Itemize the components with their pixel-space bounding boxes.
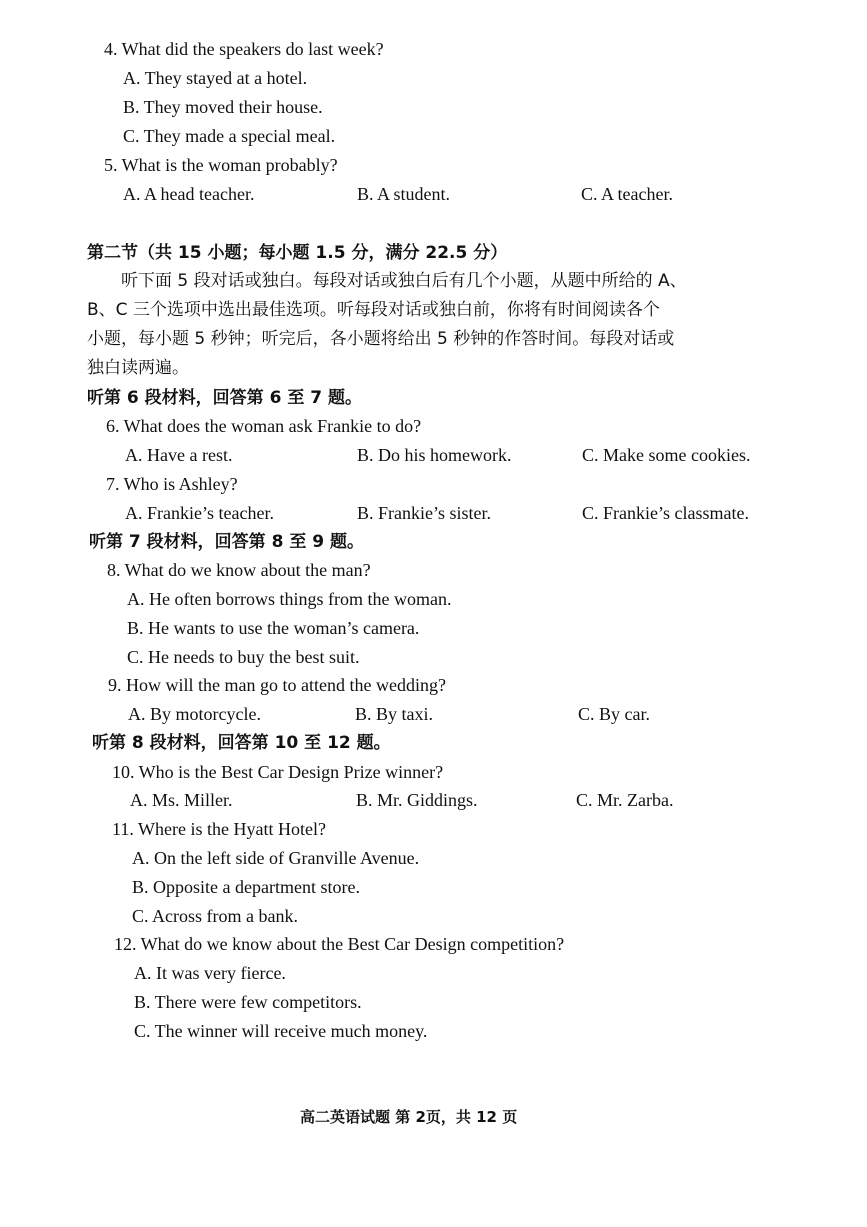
question-8-stem: 8. What do we know about the man? [107, 560, 371, 580]
question-6-option-c: C. Make some cookies. [582, 445, 751, 465]
question-7-option-c: C. Frankie’s classmate. [582, 503, 749, 523]
question-9-stem: 9. How will the man go to attend the wedding? [108, 675, 446, 695]
question-12-option-b: B. There were few competitors. [134, 992, 362, 1012]
section-2-instructions-line-2: B、C 三个选项中选出最佳选项。听每段对话或独白前，你将有时间阅读各个 [87, 300, 660, 320]
material-6-heading: 听第 6 段材料，回答第 6 至 7 题。 [87, 388, 362, 408]
question-5-option-b: B. A student. [357, 184, 451, 204]
question-10-option-a: A. Ms. Miller. [130, 790, 233, 810]
question-11-option-b: B. Opposite a department store. [132, 877, 360, 897]
question-4-stem: 4. What did the speakers do last week? [104, 39, 384, 59]
section-2-instructions-line-4: 独白读两遍。 [87, 358, 189, 378]
question-8-option-b: B. He wants to use the woman’s camera. [127, 618, 420, 638]
question-8-option-c: C. He needs to buy the best suit. [127, 647, 360, 667]
question-9-option-c: C. By car. [578, 704, 650, 724]
question-6-option-a: A. Have a rest. [125, 445, 233, 465]
question-5-option-a: A. A head teacher. [123, 184, 255, 204]
question-5-stem: 5. What is the woman probably? [104, 155, 338, 175]
material-7-heading: 听第 7 段材料，回答第 8 至 9 题。 [89, 532, 364, 552]
section-2-title: 第二节（共 15 小题；每小题 1.5 分，满分 22.5 分） [87, 243, 508, 263]
material-8-heading: 听第 8 段材料，回答第 10 至 12 题。 [92, 733, 391, 753]
section-2-instructions-line-1: 听下面 5 段对话或独白。每段对话或独白后有几个小题，从题中所给的 A、 [121, 271, 687, 291]
question-12-option-c: C. The winner will receive much money. [134, 1021, 428, 1041]
question-9-option-b: B. By taxi. [355, 704, 434, 724]
question-5-option-c: C. A teacher. [581, 184, 673, 204]
question-10-option-b: B. Mr. Giddings. [356, 790, 478, 810]
page-footer: 高二英语试题 第 2页，共 12 页 [300, 1108, 518, 1126]
question-8-option-a: A. He often borrows things from the woman. [127, 589, 452, 609]
question-11-option-a: A. On the left side of Granville Avenue. [132, 848, 420, 868]
question-10-stem: 10. Who is the Best Car Design Prize winner? [112, 762, 444, 782]
question-6-option-b: B. Do his homework. [357, 445, 512, 465]
question-11-stem: 11. Where is the Hyatt Hotel? [112, 819, 326, 839]
question-7-option-b: B. Frankie’s sister. [357, 503, 491, 523]
question-12-stem: 12. What do we know about the Best Car Design competition? [114, 934, 565, 954]
question-4-option-c: C. They made a special meal. [123, 126, 336, 146]
question-4-option-b: B. They moved their house. [123, 97, 323, 117]
question-9-option-a: A. By motorcycle. [128, 704, 261, 724]
question-10-option-c: C. Mr. Zarba. [576, 790, 674, 810]
question-12-option-a: A. It was very fierce. [134, 963, 286, 983]
question-7-stem: 7. Who is Ashley? [106, 474, 238, 494]
question-6-stem: 6. What does the woman ask Frankie to do? [106, 416, 422, 436]
question-7-option-a: A. Frankie’s teacher. [125, 503, 274, 523]
section-2-instructions-line-3: 小题，每小题 5 秒钟；听完后，各小题将给出 5 秒钟的作答时间。每段对话或 [87, 329, 675, 349]
question-11-option-c: C. Across from a bank. [132, 906, 298, 926]
question-4-option-a: A. They stayed at a hotel. [123, 68, 308, 88]
